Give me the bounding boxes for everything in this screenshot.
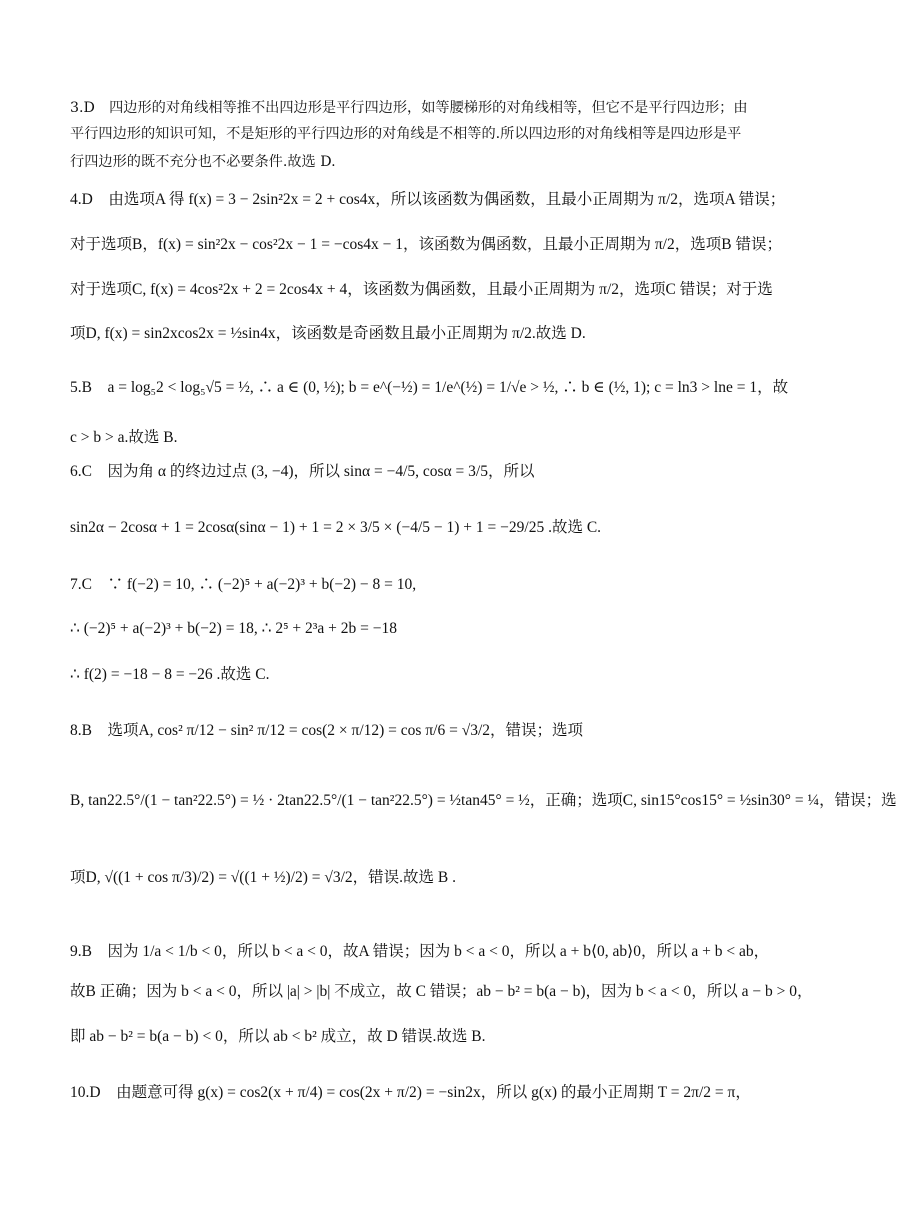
text-line: 故B 正确；因为 b < a < 0，所以 |a| > |b| 不成立，故 C 错误；ab − b² = b(a − b)，因为 b < a < 0，所以 a − b > 0， [70, 983, 813, 1000]
text-line: 对于选项B，f(x) = sin²2x − cos²2x − 1 = −cos4x − 1，该函数为偶函数，且最小正周期为 π/2，选项B 错误； [70, 236, 782, 253]
text-line: 10.D 由题意可得 g(x) = cos2(x + π/4) = cos(2x + π/2) = −sin2x，所以 g(x) 的最小正周期 T = 2π/2 = π， [70, 1084, 751, 1101]
text-line: 5.B a = log₅2 < log₅√5 = ½, ∴ a ∈ (0, ½); b = e^(−½) = 1/e^(½) = 1/√e > ½, ∴ b ∈ (½, 1); c = ln3 > lne = 1，故 [70, 379, 789, 396]
text-line: 7.C ∵ f(−2) = 10, ∴ (−2)⁵ + a(−2)³ + b(−2) − 8 = 10, [70, 576, 417, 593]
text-line: 8.B 选项A, cos² π/12 − sin² π/12 = cos(2 × π/12) = cos π/6 = √3/2，错误；选项 [70, 722, 584, 739]
text-line: 即 ab − b² = b(a − b) < 0，所以 ab < b² 成立，故 D 错误.故选 B. [70, 1028, 486, 1045]
text-line: 对于选项C, f(x) = 4cos²2x + 2 = 2cos4x + 4，该函数为偶函数，且最小正周期为 π/2，选项C 错误；对于选 [70, 281, 773, 298]
text-line: ∴ f(2) = −18 − 8 = −26 .故选 C. [70, 666, 270, 683]
text-line: c > b > a.故选 B. [70, 429, 178, 446]
text-line: 行四边形的既不充分也不必要条件.故选 D. [70, 154, 336, 170]
text-line: 项D, f(x) = sin2xcos2x = ½sin4x，该函数是奇函数且最小正周期为 π/2.故选 D. [70, 325, 586, 342]
text-line: B, tan22.5°/(1 − tan²22.5°) = ½ · 2tan22.5°/(1 − tan²22.5°) = ½tan45° = ½，正确；选项C, sin15°cos15° = ½sin30° = ¼，错误；选 [70, 792, 897, 809]
text-line: 项D, √((1 + cos π/3)/2) = √((1 + ½)/2) = √3/2，错误.故选 B . [70, 869, 457, 886]
text-line: sin2α − 2cosα + 1 = 2cosα(sinα − 1) + 1 = 2 × 3/5 × (−4/5 − 1) + 1 = −29/25 .故选 C. [70, 519, 602, 536]
text-line: 平行四边形的知识可知，不是矩形的平行四边形的对角线是不相等的.所以四边形的对角线相等是四边形是平 [70, 126, 742, 142]
text-line: 6.C 因为角 α 的终边过点 (3, −4)，所以 sinα = −4/5, cosα = 3/5，所以 [70, 463, 535, 480]
text-line: ∴ (−2)⁵ + a(−2)³ + b(−2) = 18, ∴ 2⁵ + 2³a + 2b = −18 [70, 620, 397, 637]
text-line: 4.D 由选项A 得 f(x) = 3 − 2sin²2x = 2 + cos4x，所以该函数为偶函数，且最小正周期为 π/2，选项A 错误； [70, 191, 786, 208]
text-line: 3.D 四边形的对角线相等推不出四边形是平行四边形，如等腰梯形的对角线相等，但它不是平行四边形；由 [70, 100, 748, 116]
text-line: 9.B 因为 1/a < 1/b < 0，所以 b < a < 0，故A 错误；因为 b < a < 0，所以 a + b⟨0, ab⟩0，所以 a + b < ab， [70, 943, 770, 960]
